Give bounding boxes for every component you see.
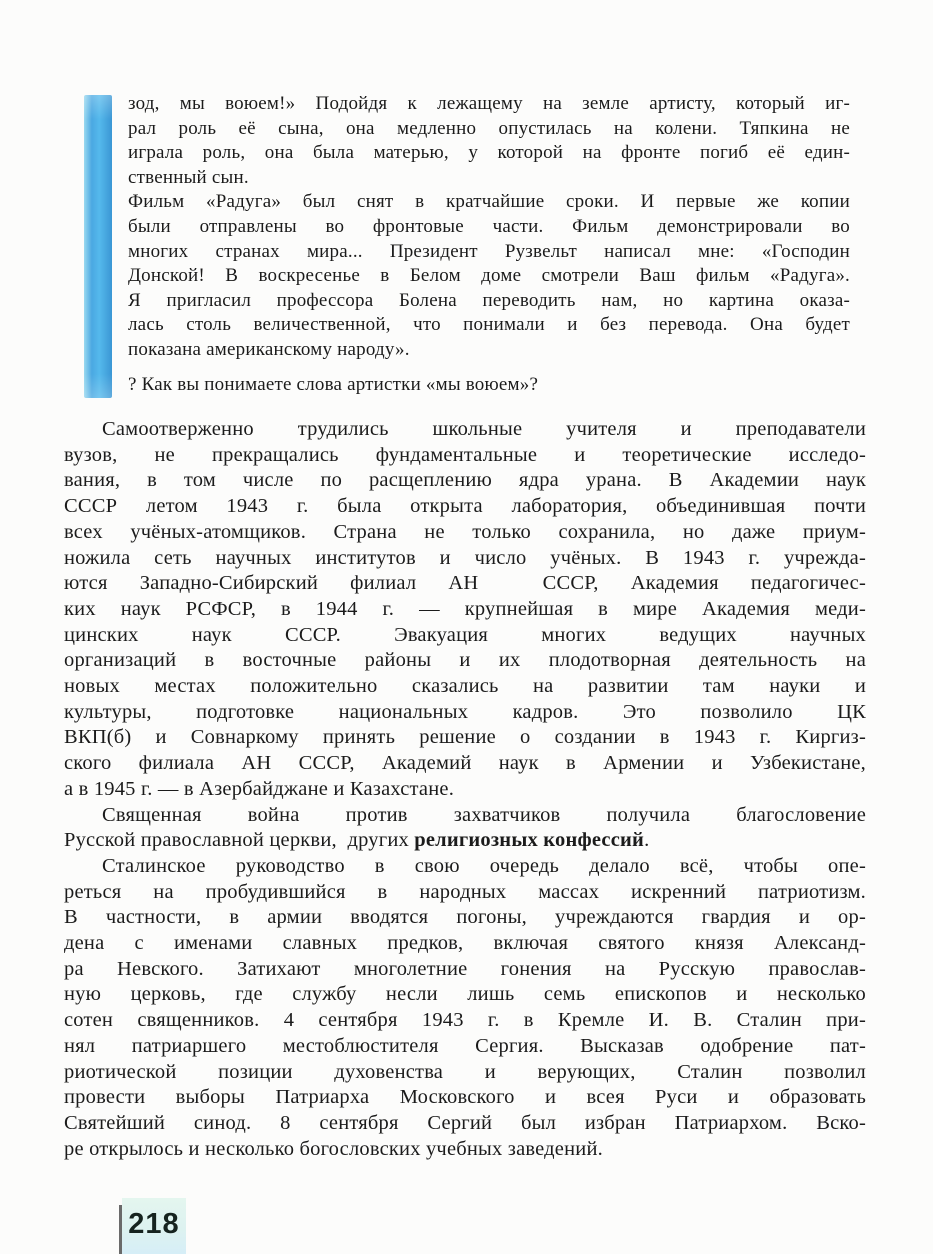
text-line: риотической позиции духовенства и верующих, Сталин позволил [64, 1060, 866, 1083]
paragraph [64, 854, 866, 1162]
text-line: Донской! В воскресенье в Белом доме смотрели Ваш фильм «Радуга». [128, 265, 850, 287]
text-line: Святейший синод. 8 сентября Сергий был избран Патриархом. Вско- [64, 1111, 866, 1134]
text-line [64, 828, 866, 854]
paragraph [64, 803, 866, 854]
page-number: 218 [128, 1207, 180, 1240]
paragraph [128, 190, 850, 362]
text-line: всех учёных-атомщиков. Страна не только сохранила, но даже приум- [64, 520, 866, 543]
text-line: ра Невского. Затихают многолетние гонения на Русскую православ- [64, 957, 866, 980]
text-line: цинских наук СССР. Эвакуация многих ведущих научных [64, 623, 866, 646]
quote-accent-bar [84, 95, 112, 398]
text-line: нял патриаршего местоблюстителя Сергия. Высказав одобрение пат- [64, 1034, 866, 1057]
text-line: В частности, в армии вводятся погоны, учреждаются гвардия и ор- [64, 906, 866, 929]
text-line: Священная война против захватчиков получила благословение [102, 803, 866, 826]
question-line: ? Как вы понимаете слова артистки «мы воюем»? [128, 374, 539, 395]
text-line: ского филиала АН СССР, Академий наук в Армении и Узбекистане, [64, 752, 866, 775]
text-line: а в 1945 г. — в Азербайджане и Казахстане. [64, 777, 455, 800]
text-line: Сталинское руководство в свою очередь делало всё, чтобы опе- [102, 854, 866, 877]
text-line: были отправлены во фронтовые части. Фильм демонстрировали во [128, 215, 850, 237]
page-number-box [122, 1198, 186, 1254]
text-line: Фильм «Радуга» был снят в кратчайшие сроки. И первые же копии [128, 191, 850, 213]
text-line: зод, мы воюем!» Подойдя к лежащему на земле артисту, который иг- [128, 93, 850, 114]
text-segment: . [644, 829, 650, 852]
bold-term: религиозных конфессий [414, 829, 645, 852]
text-line: ются Западно-Сибирский филиал АН СССР, Академия педагогичес- [64, 572, 866, 595]
text-line: реться на пробудившийся в народных массах искренний патриотизм. [64, 880, 866, 903]
paragraph [64, 417, 866, 803]
paragraph [128, 92, 850, 190]
text-line: культуры, подготовке национальных кадров. Это позволило ЦК [64, 700, 866, 723]
text-line: Я пригласил профессора Болена переводить нам, но картина оказа- [128, 289, 850, 311]
text-line: провести выборы Патриарха Московского и всея Руси и образовать [64, 1086, 866, 1109]
text-line: ких наук РСФСР, в 1944 г. — крупнейшая в мире Академия меди- [64, 597, 866, 620]
text-line: ственный сын. [128, 166, 249, 188]
text-line: Самоотверженно трудились школьные учителя и преподаватели [102, 418, 866, 440]
text-line: ВКП(б) и Совнаркому принять решение о создании в 1943 г. Киргиз- [64, 726, 866, 749]
text-line: сотен священников. 4 сентября 1943 г. в Кремле И. В. Сталин при- [64, 1009, 866, 1032]
text-line: организаций в восточные районы и их плодотворная деятельность на [64, 649, 866, 672]
quote-block [128, 92, 850, 363]
text-line: дена с именами славных предков, включая святого князя Александ- [64, 932, 866, 955]
body-text [64, 417, 866, 1162]
text-segment: Русской православной церкви, других [64, 829, 415, 852]
text-line: СССР летом 1943 г. была открыта лаборатория, объединившая почти [64, 495, 866, 518]
text-line: играла роль, она была матерью, у которой на фронте погиб её един- [128, 142, 850, 164]
text-line: ре открылось и несколько богословских учебных заведений. [64, 1137, 603, 1160]
text-line: рал роль её сына, она медленно опустилась на колени. Тяпкина не [128, 117, 850, 139]
text-line: вузов, не прекращались фундаментальные и теоретические исследо- [64, 443, 866, 466]
text-line: ную церковь, где службу несли лишь семь епископов и несколько [64, 983, 866, 1006]
text-line: вания, в том числе по расщеплению ядра урана. В Академии наук [64, 469, 866, 492]
text-line: лась столь величественной, что понимали и без перевода. Она будет [128, 314, 850, 336]
text-line: многих странах мира... Президент Рузвельт написал мне: «Господин [128, 240, 850, 262]
text-line: ножила сеть научных институтов и число учёных. В 1943 г. учрежда- [64, 546, 866, 569]
text-line: показана американскому народу». [128, 338, 410, 360]
text-line: новых местах положительно сказались на развитии там науки и [64, 675, 866, 698]
